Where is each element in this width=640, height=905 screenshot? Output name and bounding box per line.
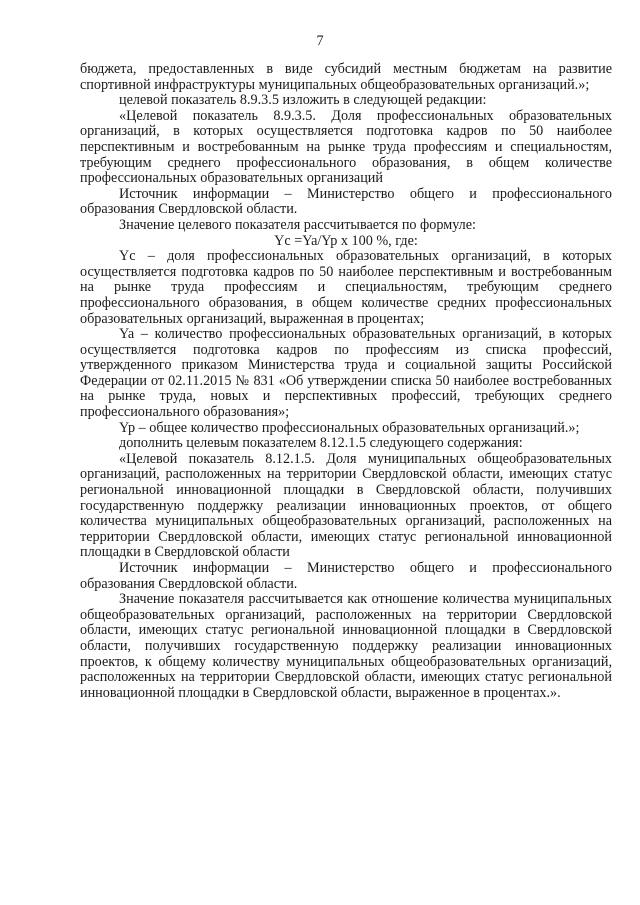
paragraph: бюджета, предоставленных в виде субсидий местным бюджетам на развитие спортивной инфраструктуры муниципальных общеобразовательных организаций.»; bbox=[80, 61, 612, 93]
paragraph: Источник информации – Министерство общего и профессионального образования Свердловской области. bbox=[80, 560, 612, 592]
paragraph: Источник информации – Министерство общего и профессионального образования Свердловской области. bbox=[80, 185, 612, 218]
paragraph: «Целевой показатель 8.12.1.5. Доля муниципальных общеобразовательных организаций, расположенных на территории Свердловской области, имеющих статус региональной инновационной площадки в Свердловской области, получивших государственную поддержку реализации инновационных проектов, от общего количества муниципальных общеобразовательных организаций, расположенных на территории Свердловской области, имеющих статус региональной инновационной площадки в Свердловской области bbox=[80, 450, 612, 561]
page-number: 7 bbox=[316, 33, 324, 49]
paragraph: «Целевой показатель 8.9.3.5. Доля профессиональных образовательных организаций, в которых осуществляется подготовка кадров по 50 наиболее перспективным и востребованным на рынке труда профессиям и специальностям, требующим среднего профессионального образования, в общем количестве профессиональных образовательных организаций bbox=[80, 107, 612, 187]
paragraph: Yc – доля профессиональных образовательных организаций, в которых осуществляется подготовка кадров по 50 наиболее перспективным и востребованным на рынке труда профессиям и специальностям, требующим среднего профессионального образования, в общем количестве средних профессиональных образовательных организаций, выраженная в процентах; bbox=[80, 248, 612, 327]
formula-line: Yc =Ya/Yp х 100 %, где: bbox=[274, 232, 418, 249]
paragraph: Значение показателя рассчитывается как отношение количества муниципальных общеобразовательных организаций, расположенных на территории Свердловской области, имеющих статус региональной инновационной площадки в Свердловской области, получивших государственную поддержку реализации инновационных проектов, к общему количеству муниципальных общеобразовательных организаций, расположенных на территории Свердловской области, имеющих статус региональной инновационной площадки в Свердловской области, выраженное в процентах.». bbox=[80, 591, 612, 701]
paragraph: Yp – общее количество профессиональных образовательных организаций.»; bbox=[119, 419, 580, 436]
paragraph: Значение целевого показателя рассчитывается по формуле: bbox=[119, 216, 476, 233]
paragraph: Ya – количество профессиональных образовательных организаций, в которых осуществляется подготовка кадров по профессиям из списка профессий, утвержденного приказом Министерства труда и социальной защиты Российской Федерации от 02.11.2015 № 831 «Об утверждении списка 50 наиболее востребованных на рынке труда, новых и перспективных профессий, требующих среднего профессионального образования»; bbox=[80, 326, 612, 421]
document-body bbox=[80, 62, 612, 701]
paragraph: целевой показатель 8.9.3.5 изложить в следующей редакции: bbox=[119, 92, 487, 109]
paragraph: дополнить целевым показателем 8.12.1.5 следующего содержания: bbox=[119, 435, 523, 452]
